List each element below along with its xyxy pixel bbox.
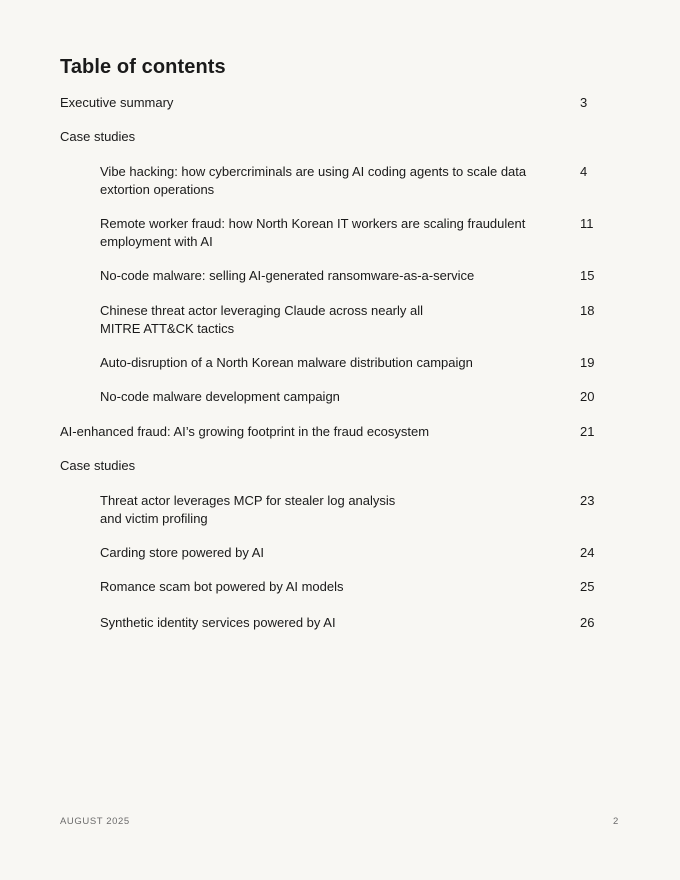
toc-entry-page: 3 <box>580 95 588 110</box>
toc-entry-text: No-code malware: selling AI-generated ransomware-as-a-service <box>100 268 475 283</box>
toc-entry-page: 15 <box>580 268 595 283</box>
toc-entry-text: AI-enhanced fraud: AI’s growing footprint in the fraud ecosystem <box>60 424 430 439</box>
toc-entry-text: Chinese threat actor leveraging Claude across nearly all MITRE ATT&CK tactics <box>100 303 424 336</box>
toc-entry-page: 21 <box>580 424 595 439</box>
toc-entry-no-code-malware-campaign[interactable] <box>100 388 620 406</box>
toc-entry-page: 25 <box>580 579 595 594</box>
toc-entry-no-code-malware[interactable] <box>100 267 620 285</box>
toc-entry-carding-store[interactable] <box>100 544 620 562</box>
toc-entry-text: No-code malware development campaign <box>100 389 340 404</box>
toc-entry-page: 18 <box>580 303 595 318</box>
toc-section-case-studies-1 <box>60 128 620 146</box>
toc-entry-ai-enhanced-fraud[interactable] <box>60 423 620 441</box>
toc-entry-page: 23 <box>580 493 595 508</box>
footer-page-number: 2 <box>613 816 619 827</box>
toc-entry-page: 4 <box>580 164 588 179</box>
toc-entry-chinese-threat-actor[interactable] <box>100 302 620 338</box>
toc-entry-text: Carding store powered by AI <box>100 545 265 560</box>
toc-entry-page: 11 <box>580 216 594 231</box>
toc-entry-remote-worker-fraud[interactable] <box>100 215 620 251</box>
toc-entry-vibe-hacking[interactable] <box>100 163 620 199</box>
toc-entry-text: Threat actor leverages MCP for stealer log analysis and victim profiling <box>100 493 396 526</box>
toc-entry-text: Case studies <box>60 458 136 473</box>
toc-entry-synthetic-identity[interactable] <box>100 614 620 632</box>
toc-entry-text: Auto-disruption of a North Korean malware distribution campaign <box>100 355 473 370</box>
toc-entry-executive-summary[interactable] <box>60 94 620 112</box>
toc-entry-auto-disruption[interactable] <box>100 354 620 372</box>
toc-entry-text: Romance scam bot powered by AI models <box>100 579 344 594</box>
toc-entry-text: Synthetic identity services powered by AI <box>100 615 336 630</box>
toc-section-case-studies-2 <box>60 457 620 475</box>
toc-entry-page: 19 <box>580 355 595 370</box>
toc-entry-mcp-stealer-log[interactable] <box>100 492 620 528</box>
toc-entry-page: 20 <box>580 389 595 404</box>
toc-entry-text: Case studies <box>60 129 136 144</box>
toc-entry-page: 26 <box>580 615 595 630</box>
toc-entry-text: Vibe hacking: how cybercriminals are using AI coding agents to scale data extortion operations <box>100 164 527 197</box>
toc-entry-text: Remote worker fraud: how North Korean IT workers are scaling fraudulent employment with AI <box>100 216 526 249</box>
toc-entry-page: 24 <box>580 545 595 560</box>
toc-entry-text: Executive summary <box>60 95 174 110</box>
toc-title: Table of contents <box>60 56 226 78</box>
footer-date: AUGUST 2025 <box>60 816 130 827</box>
toc-entry-romance-scam-bot[interactable] <box>100 578 620 596</box>
